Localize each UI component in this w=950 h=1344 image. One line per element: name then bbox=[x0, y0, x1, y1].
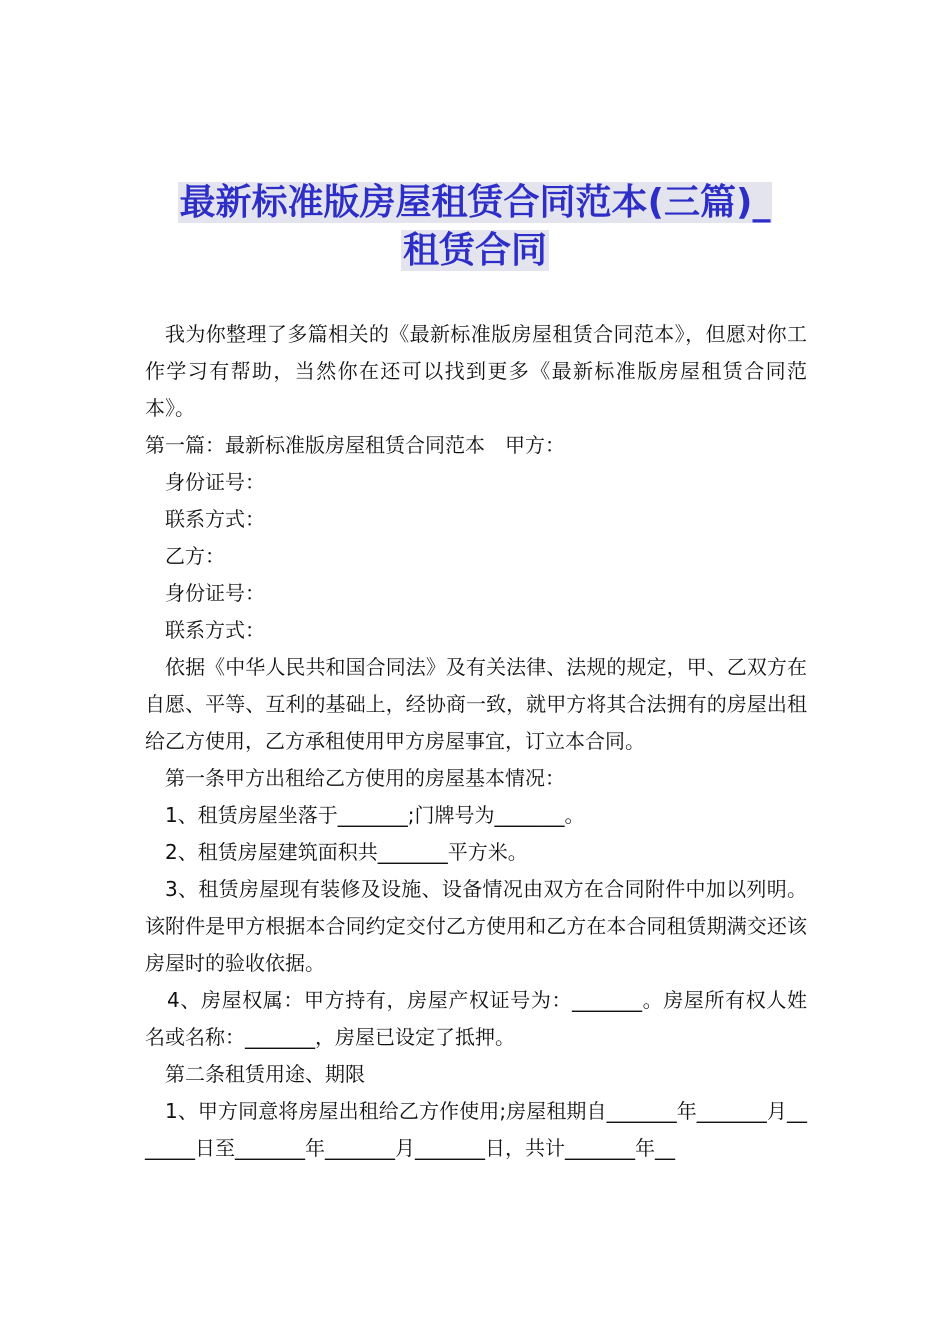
article-1-heading: 第一条甲方出租给乙方使用的房屋基本情况： bbox=[165, 766, 565, 790]
party-b-label: 乙方： bbox=[165, 544, 225, 568]
article-2-heading: 第二条租赁用途、期限 bbox=[165, 1062, 365, 1086]
party-a-contact-label: 联系方式： bbox=[165, 507, 265, 531]
party-b-id-label: 身份证号： bbox=[165, 581, 265, 605]
article-1-item-3: 3、租赁房屋现有装修及设施、设备情况由双方在合同附件中加以列明。该附件是甲方根据本合同约定交付乙方使用和乙方在本合同租赁期满交还该房屋时的验收依据。 bbox=[145, 877, 807, 975]
document-title-line-2: 租赁合同 bbox=[402, 230, 547, 271]
article-2-item-1: 1、甲方同意将房屋出租给乙方作使用;房屋租期自_______年_______月_______日至_______年_______月_______日，共计_______年__ bbox=[145, 1099, 807, 1160]
intro-paragraph: 我为你整理了多篇相关的《最新标准版房屋租赁合同范本》，但愿对你工作学习有帮助，当然你在还可以找到更多《最新标准版房屋租赁合同范本》。 bbox=[145, 322, 807, 420]
document-body bbox=[145, 316, 807, 1167]
party-a-id-label: 身份证号： bbox=[165, 470, 265, 494]
document-title-line-1: 最新标准版房屋租赁合同范本(三篇)_ bbox=[179, 182, 771, 223]
preamble-paragraph: 依据《中华人民共和国合同法》及有关法律、法规的规定，甲、乙双方在自愿、平等、互利的基础上，经协商一致，就甲方将其合法拥有的房屋出租给乙方使用，乙方承租使用甲方房屋事宜，订立本合同。 bbox=[145, 655, 807, 753]
article-1-item-4: 4、房屋权属：甲方持有，房屋产权证号为：_______。房屋所有权人姓名或名称：_______，房屋已设定了抵押。 bbox=[145, 988, 807, 1049]
article-1-item-1: 1、租赁房屋坐落于_______;门牌号为_______。 bbox=[165, 803, 585, 827]
section-heading-first: 第一篇：最新标准版房屋租赁合同范本 甲方： bbox=[145, 433, 565, 457]
article-1-item-2: 2、租赁房屋建筑面积共_______平方米。 bbox=[165, 840, 528, 864]
party-b-contact-label: 联系方式： bbox=[165, 618, 265, 642]
